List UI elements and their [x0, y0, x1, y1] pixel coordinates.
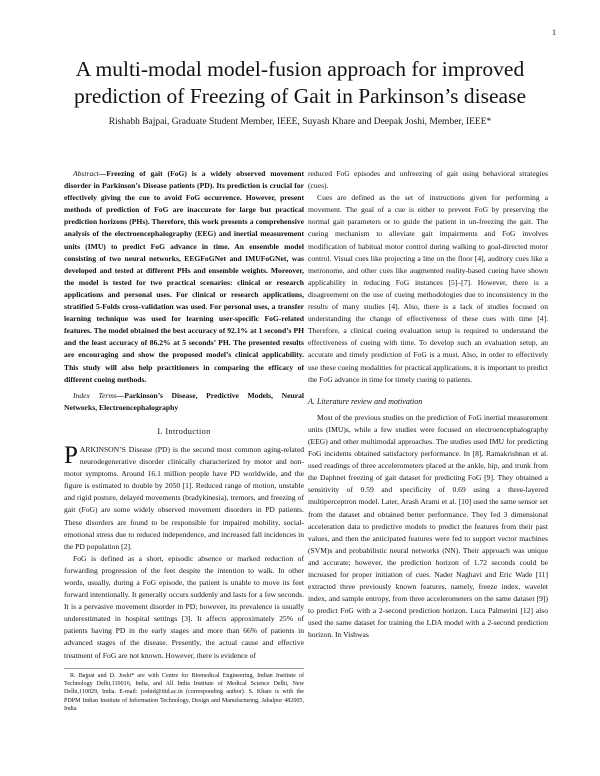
right-paragraph-2: Cues are defined as the set of instructions given for performing a movement. The goal of a cue is either to prevent FoG by preserving the normal gait parameters or to guide the patient in un-freezing the gait. The cueing mechanism to alleviate gait impairments and FoG involves modification of habitual motor control during walking to goal-directed motor control. Visual cues like projecting a line on the floor [4], auditory cues like a metronome, and other cues like augmented reality-based cueing have shown applicability in reducing FoG instances [5]–[7]. However, there is a disagreement on the use of cueing methodologies due to inconsistency in the results of many studies [4]. Also, there is a lack of studies focused on understanding the change of effectiveness of these cues with time [4]. Therefore, a clinical cueing evaluation setup is required to understand the effectiveness of cueing with time. To develop such an evaluation setup, an accurate and timely prediction of FoG is a must. Also, in order to effectively use these cueing modalities for practical applications, it is important to predict the FoG advance in time for timely cueing to patients. [308, 193, 548, 384]
right-column [308, 168, 548, 642]
section-heading-introduction: I. Introduction [157, 426, 211, 436]
intro-paragraph-2: FoG is defined as a short, episodic absence or marked reduction of forwarding progression of the feet despite the intention to walk. In other words, usually, during a FoG episode, the patient is unable to move its feet forward intentionally. It generally occurs suddenly and lasts for a few seconds. It is a pervasive movement disorder in PD; however, its prevalence is usually underestimated in hospital settings [3]. It affects approximately 25% of patients having PD in the early stages and more than 66% of patients in advanced stages of the disease. Presently, the actual cause and effective treatment of FoG are not known. However, there is evidence of [64, 553, 304, 660]
abstract-label: Abstract [73, 169, 99, 178]
author-list: Rishabh Bajpai, Graduate Student Member, IEEE, Suyash Khare and Deepak Joshi, Member, IEEE* [108, 117, 492, 127]
subsection-heading: A. Literature review and motivation [308, 396, 423, 406]
intro-text-1: Disease (PD) is the second most common aging-related neurodegenerative disorder clinically characterized by motor and non-motor symptoms. Around 16.1 million people have PD worldwide, and the figure is estimated to double by 2050 [1]. Reduced range of motion, unstable and rigid posture, delayed movements (bradykinesia), tremors, and freezing of gait (FoG) are some widely observed movement disorders in PD patients. These disorders are found to be responsible for impaired mobility, social-emotional stress due to reduced independence, and increased fall incidences in the PD population [2]. [64, 444, 304, 551]
right-paragraph-3: Most of the previous studies on the prediction of FoG inertial measurement units (IMU)s, while a few studies were focused on electroencephalography (EEG) and other multimodal approaches. The studies used IMU for predicting FoG incidents obtained satisfactory performance. In [8], Ramakrishnan et al. used readings of three accelerometers placed at the ankle, hip, and trunk from the Daphnet freezing of gait dataset for predicting FoG [9]. They obtained a sensitivity of 0.59 and specificity of 0.69 using a three-layered multiperceptron model. Later, Arash Arami et al. [10] used the same sensor set from the dataset and obtained better performance. They fed 3 dimensional acceleration data to predictive models to predict the features from their past values, and then the anticipated features were fed to support vector machines (SVM)s and probabilistic neural networks (NN). Their approach was unique and accurate; however, the prediction horizon of 1.72 seconds could be increased for proper initiation of cues. Nader Naghavi and Eric Wade [11] extracted three previously known features, namely, freeze index, wavelet index, and sample entropy, from three accelerometers on the same dataset [9]) to predict FoG with a 2-second prediction horizon. Luca Palmerini [12] also used the same dataset for training the LDA model with a 2-second prediction horizon. In Vishwas [308, 412, 548, 640]
index-terms [64, 390, 304, 414]
intro-caps: ARKINSON’S [79, 444, 126, 454]
abstract-text: —Freezing of gait (FoG) is a widely observed movement disorder in Parkinson’s Disease patients (PD). Its prediction is crucial for effectively giving the cue to avoid FoG occurrence. However, present methods of prediction of FoG are inaccurate for large but practical prediction horizons (PHs). Therefore, this work presents a comprehensive analysis of the electroencephalography (EEG) and inertial measurement units (IMU) to predict FoG advance in time. An ensemble model consisting of two neural networks, EEGFoGNet and IMUFoGNet, was developed and tested at different PHs and ensemble weights. Moreover, the model is tested for two practical scenarios: clinical or research applications and personal uses. For clinical or research applications, stratified 5-Folds cross-validation was used. For personal uses, a transfer learning technique was used for learning user-specific FoG-related features. The model obtained the best accuracy of 92.1% at 1 second’s PH and the least accuracy of 86.2% at 5 seconds’ PH. The presented results are encouraging and show the proposed model’s clinical applicability. This study will also help practitioners in comparing the efficacy of different cueing methods. [64, 169, 304, 384]
page-number: 1 [552, 28, 556, 37]
left-column [64, 168, 304, 714]
title-line-2: prediction of Freezing of Gait in Parkinson’s disease [74, 84, 526, 108]
intro-paragraph-1 [64, 441, 304, 553]
index-terms-text: —Parkinson’s Disease, Predictive Models, Neural Networks, Electroencephalography [64, 390, 304, 412]
title-line-1: A multi-modal model-fusion approach for improved [75, 57, 525, 81]
footnote: R. Bajpai and D. Joshi* are with Centre for Biomedical Engineering, Indian Institute of Technology Delhi,110016, India, and All India Institute of Medical Science Delhi, New Delhi,110029, India. E-mail: joshid@iitd.ac.in (corresponding author). S. Khare is with the PDPM Indian Institute of Information Technology, Design and Manufacturing, Jabalpur 482005, India [64, 668, 304, 714]
right-paragraph-1: reduced FoG episodes and unfreezing of gait using behavioral strategies (cues). [308, 169, 548, 191]
paper-title [0, 56, 600, 110]
abstract [64, 168, 304, 386]
drop-cap: P [64, 441, 78, 469]
index-terms-label: Index Terms [73, 390, 117, 400]
